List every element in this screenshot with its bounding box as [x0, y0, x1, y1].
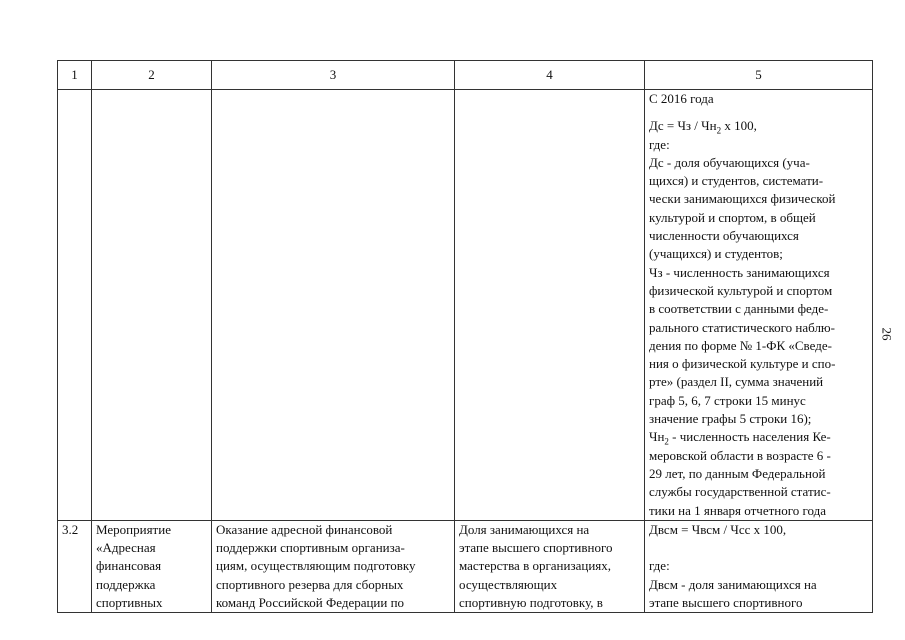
document-table — [57, 60, 873, 613]
population-symbol: Чн — [649, 429, 665, 445]
row2-col3: Оказание адресной финансовой поддержки спортивным организа- циям, осуществляющим подготовку спортивного резерва для сборных команд Российской Федерации по — [212, 520, 455, 612]
row1-col3 — [212, 90, 455, 521]
table-row — [58, 90, 873, 521]
header-col-1: 1 — [58, 61, 92, 90]
population-definition — [649, 428, 868, 519]
row2-col2: Мероприятие «Адресная финансовая поддержка спортивных — [92, 520, 212, 612]
formula-tail: х 100, — [721, 118, 757, 134]
table-row — [58, 520, 873, 612]
formula-main: Дс = Чз / Чн — [649, 118, 717, 134]
row2-col5: Двсм = Чвсм / Чсс х 100, где: Двсм - доля занимающихся на этапе высшего спортивного — [645, 520, 873, 612]
formula-sub: 2 — [716, 125, 722, 136]
year-note: С 2016 года — [649, 91, 714, 106]
formula-definitions: где: Дс - доля обучающихся (уча- щихся) и студентов, системати- чески занимающихся физической культурой и спортом, в общей численности обучающихся (учащихся) и студентов; Чз - численность занимающихся физической культурой и спортом в соответствии с данными феде- рального статистического наблю- дения по форме № 1-ФК «Сведе- ния о физической культуре и спо- рте» (раздел II, сумма значений граф 5, 6, 7 строки 15 минус значение графы 5 строки 16); — [649, 136, 836, 427]
row1-col5 — [645, 90, 873, 521]
row1-col1 — [58, 90, 92, 521]
population-text: - численность населения Ке- меровской области в возрасте 6 - 29 лет, по данным Федеральной службы государственной статис- тики на 1 января отчетного года — [649, 429, 831, 518]
population-symbol-sub: 2 — [664, 436, 669, 447]
row1-col4 — [455, 90, 645, 521]
row2-col4: Доля занимающихся на этапе высшего спортивного мастерства в организациях, осуществляющих спортивную подготовку, в — [455, 520, 645, 612]
formula — [649, 117, 868, 135]
row2-col1: 3.2 — [58, 520, 92, 612]
header-col-3: 3 — [212, 61, 455, 90]
row1-col2 — [92, 90, 212, 521]
page-number: 26 — [879, 327, 895, 341]
header-col-5: 5 — [645, 61, 873, 90]
header-col-4: 4 — [455, 61, 645, 90]
header-col-2: 2 — [92, 61, 212, 90]
header-row — [58, 61, 873, 90]
